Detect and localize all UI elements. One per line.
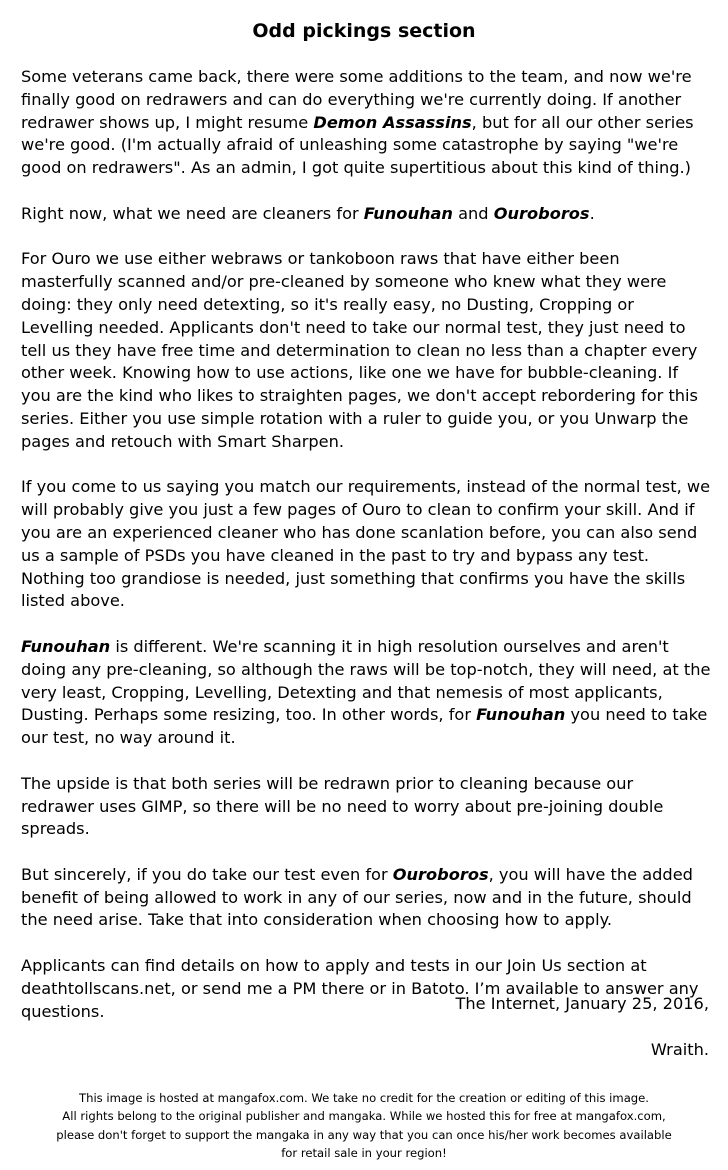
- paragraph-text: .: [589, 203, 595, 223]
- article-body: [21, 66, 711, 1023]
- disclaimer-line: please don't forget to support the mangaka in any way that you can once his/her work becomes available: [56, 1127, 672, 1142]
- body-paragraph: [21, 864, 711, 932]
- disclaimer-line: for retail sale in your region!: [281, 1146, 447, 1161]
- body-paragraph: [21, 203, 711, 226]
- signature-date: The Internet, January 25, 2016,: [455, 994, 709, 1013]
- paragraph-text: and: [452, 203, 494, 223]
- series-title: Funouhan: [363, 203, 453, 223]
- body-paragraph: [21, 773, 711, 841]
- paragraph-text: Right now, what we need are cleaners for: [21, 203, 364, 223]
- paragraph-text: Applicants can find details on how to apply and tests in our Join Us section at deathtollscans.net, or send me a PM there or in Batoto. I’m available to answer any questions.: [21, 956, 699, 1021]
- paragraph-text: But sincerely, if you do take our test even for: [21, 864, 393, 884]
- paragraph-text: If you come to us saying you match our requirements, instead of the normal test, we will probably give you just a few pages of Ouro to clean to confirm your skill. And if you are an experienced cleaner who has done scanlation before, you can also send us a sample of PSDs you have cleaned in the past to try and bypass any test. Nothing too grandiose is needed, just something that confirms you have the skills listed above.: [21, 477, 711, 611]
- body-paragraph: [21, 636, 711, 750]
- paragraph-text: you need to take our test, no way around it.: [21, 705, 708, 748]
- series-title: Funouhan: [21, 636, 111, 656]
- page-title: Odd pickings section: [252, 20, 476, 42]
- paragraph-text: is different. We're scanning it in high resolution ourselves and aren't doing any pre-cleaning, so although the raws will be top-notch, they will need, at the very least, Cropping, Levelling, Detexting and that nemesis of most applicants, Dusting. Perhaps some resizing, too. In other words, for: [21, 636, 711, 725]
- body-paragraph: [21, 66, 711, 180]
- series-title: Ouroboros: [392, 864, 489, 884]
- paragraph-text: For Ouro we use either webraws or tankoboon raws that have either been masterfully scanned and/or pre-cleaned by someone who knew what they were doing: they only need detexting, so it's really easy, no Dusting, Cropping or Levelling needed. Applicants don't need to take our normal test, they just need to tell us they have free time and determination to clean no less than a chapter every other week. Knowing how to use actions, like one we have for bubble-cleaning. If you are the kind who likes to straighten pages, we don't accept rebordering for this series. Either you use simple rotation with a ruler to guide you, or you Unwarp the pages and retouch with Smart Sharpen.: [21, 249, 698, 451]
- paragraph-text: Some veterans came back, there were some additions to the team, and now we're finally good on redrawers and can do everything we're currently doing. If another redrawer shows up, I might resume: [21, 67, 692, 132]
- disclaimer-line: This image is hosted at mangafox.com. We take no credit for the creation or editing of this image.: [79, 1091, 649, 1105]
- paragraph-text: The upside is that both series will be redrawn prior to cleaning because our redrawer uses GIMP, so there will be no need to worry about pre-joining double spreads.: [21, 773, 664, 839]
- disclaimer-line: All rights belong to the original publisher and mangaka. While we hosted this for free at mangafox.com,: [62, 1109, 666, 1124]
- hosting-disclaimer: [30, 1089, 698, 1163]
- series-title: Ouroboros: [493, 203, 590, 223]
- series-title: Funouhan: [476, 705, 566, 725]
- series-title: Demon Assassins: [313, 112, 472, 132]
- body-paragraph: [21, 476, 711, 613]
- paragraph-text: , but for all our other series we're good. (I'm actually afraid of unleashing some catastrophe by saying "we're good on redrawers". As an admin, I got quite supertitious about this kind of thing.): [21, 112, 694, 178]
- paragraph-text: , you will have the added benefit of being allowed to work in any of our series, now and in the future, should the need arise. Take that into consideration when choosing how to apply.: [21, 864, 693, 930]
- body-paragraph: [21, 248, 711, 453]
- signature-name: Wraith.: [650, 1040, 709, 1059]
